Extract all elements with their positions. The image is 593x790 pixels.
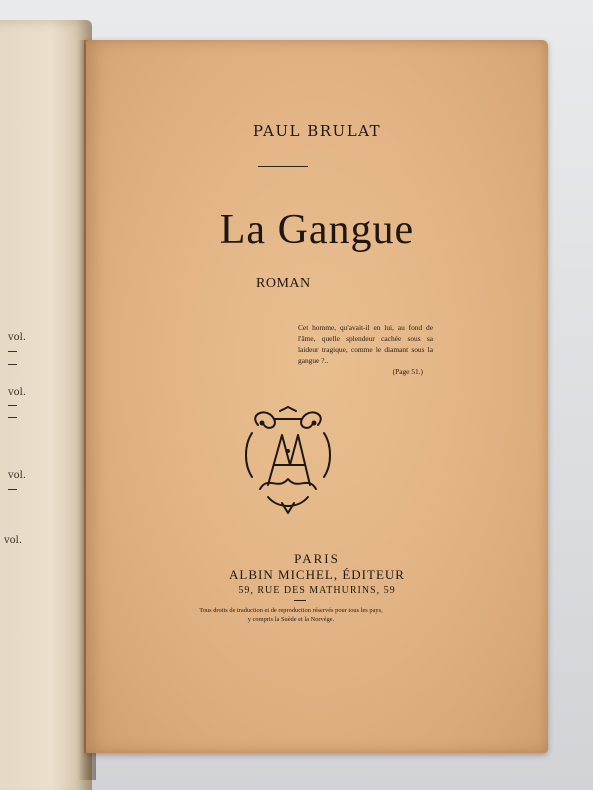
book-title: La Gangue [219, 207, 415, 253]
epigraph-line: fond de l'âme, quelle splendeur [298, 323, 433, 343]
left-page-dash [8, 489, 17, 490]
left-page-dash [8, 405, 17, 406]
left-page-dash [8, 364, 17, 365]
rights-notice [146, 606, 436, 624]
left-page-vol-3: vol. [8, 470, 27, 481]
epigraph-line: comme le diamant sous la gangue ?.. [298, 345, 433, 365]
rights-line: y compris la Suède et la Norvège. [247, 616, 335, 623]
rights-line: Tous droits de traduction et de reproduction réservés pour tous les pays, [199, 607, 383, 614]
left-page-vol-2: vol. [8, 387, 27, 398]
imprint-city: PARIS [294, 551, 340, 566]
ornamental-monogram-icon [238, 405, 338, 515]
book-genre: ROMAN [256, 276, 311, 291]
title-rule [258, 166, 308, 167]
left-page-dash [8, 351, 17, 352]
imprint-publisher: ALBIN MICHEL, ÉDITEUR [229, 567, 405, 582]
left-page-dash [8, 417, 17, 418]
left-page-vol-1: vol. [8, 332, 27, 343]
left-page-vol-4: vol. [4, 535, 23, 546]
epigraph-line: cachée sous sa laideur tragique, [298, 334, 434, 354]
epigraph-line: Cet homme, qu'avait-il en lui, au [298, 323, 405, 332]
epigraph-reference: (Page 51.) [392, 367, 423, 376]
author-name: PAUL BRULAT [252, 122, 382, 140]
epigraph [298, 322, 433, 377]
imprint-rule [294, 600, 306, 601]
imprint-address: 59, RUE DES MATHURINS, 59 [238, 585, 396, 596]
title-page [86, 40, 548, 753]
